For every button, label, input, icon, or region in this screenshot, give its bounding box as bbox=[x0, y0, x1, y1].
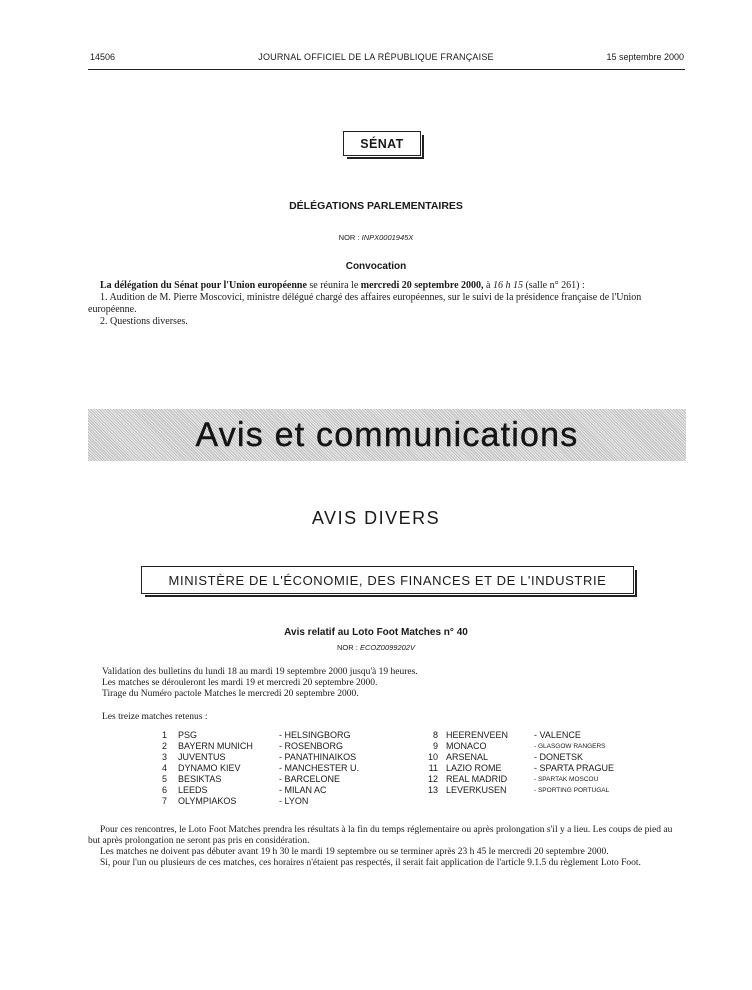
footer-paragraph: Pour ces rencontres, le Loto Foot Matches prendra les résultats à la fin du temps réglementaire ou après prolongation s'il y a lieu. Les coups de pied au but après prolongation ne seront pas pris en considération. bbox=[88, 825, 673, 846]
validation-line: Validation des bulletins du lundi 18 au mardi 19 septembre 2000 jusqu'à 19 heures. bbox=[102, 667, 418, 677]
match-number: 12 bbox=[427, 774, 438, 784]
match-row bbox=[0, 752, 752, 763]
validation-line: Tirage du Numéro pactole Matches le mercredi 20 septembre 2000. bbox=[102, 689, 359, 699]
footer-paragraph: Les matches ne doivent pas débuter avant 19 h 30 le mardi 19 septembre ou se terminer après 23 h 45 le mercredi 20 septembre 2000. bbox=[100, 847, 609, 857]
senat-title: SÉNAT bbox=[360, 136, 404, 151]
match-number: 2 bbox=[161, 741, 167, 751]
away-team: - ROSENBORG bbox=[279, 741, 344, 751]
nor-label: NOR : bbox=[338, 233, 360, 242]
away-team: - DONETSK bbox=[534, 752, 584, 762]
intro-room: (salle n° 261) : bbox=[522, 280, 585, 291]
away-team: - GLASGOW RANGERS bbox=[534, 743, 606, 750]
banner-title: Avis et communications bbox=[195, 415, 579, 454]
away-team: - SPARTA PRAGUE bbox=[534, 763, 615, 773]
match-row bbox=[0, 785, 752, 796]
footer-paragraph: Si, pour l'un ou plusieurs de ces matches, ces horaires n'étaient pas respectés, il serait fait application de l'article 9.1.5 du règlement Loto Foot. bbox=[100, 858, 641, 868]
intro-text: se réunira le bbox=[306, 280, 361, 291]
nor-code: ECOZ0099202V bbox=[359, 643, 415, 652]
home-team: LAZIO ROME bbox=[446, 763, 502, 773]
match-number: 13 bbox=[427, 785, 438, 795]
ministry-heading-box bbox=[141, 566, 634, 594]
match-number: 8 bbox=[432, 730, 438, 740]
home-team: MONACO bbox=[446, 741, 487, 751]
away-team: - LYON bbox=[279, 796, 309, 806]
agenda-item-1: 1. Audition de M. Pierre Moscovici, ministre délégué chargé des affaires européennes, sur le suivi de la présidence française de l'Union européenne. bbox=[88, 292, 642, 315]
match-row bbox=[0, 763, 752, 774]
away-team: - VALENCE bbox=[534, 730, 581, 740]
away-team: - SPARTAK MOSCOU bbox=[534, 776, 599, 783]
issue-date: 15 septembre 2000 bbox=[606, 52, 684, 62]
away-team: - MILAN AC bbox=[279, 785, 327, 795]
senat-heading-box bbox=[343, 131, 421, 156]
match-number: 9 bbox=[432, 741, 438, 751]
home-team: OLYMPIAKOS bbox=[178, 796, 237, 806]
validation-line: Les matches se dérouleront les mardi 19 et mercredi 20 septembre 2000. bbox=[102, 678, 378, 688]
intro-at: à bbox=[483, 280, 493, 291]
match-number: 5 bbox=[161, 774, 167, 784]
match-row bbox=[0, 741, 752, 752]
home-team: REAL MADRID bbox=[446, 774, 508, 784]
intro-subject: La délégation du Sénat pour l'Union européenne bbox=[100, 280, 307, 291]
match-number: 11 bbox=[428, 763, 438, 773]
home-team: JUVENTUS bbox=[178, 752, 226, 762]
match-number: 1 bbox=[161, 730, 167, 740]
avis-divers-title: AVIS DIVERS bbox=[311, 508, 441, 528]
ministry-title: MINISTÈRE DE L'ÉCONOMIE, DES FINANCES ET DE L'INDUSTRIE bbox=[168, 572, 607, 588]
footer-text bbox=[88, 825, 686, 869]
match-number: 3 bbox=[161, 752, 167, 762]
nor-label: NOR : bbox=[337, 643, 358, 652]
home-team: LEVERKUSEN bbox=[446, 785, 507, 795]
away-team: - BARCELONE bbox=[279, 774, 341, 784]
match-number: 10 bbox=[427, 752, 438, 762]
convocation-title: Convocation bbox=[345, 261, 407, 272]
away-team: - MANCHESTER U. bbox=[279, 763, 360, 773]
match-row bbox=[0, 730, 752, 741]
header-rule bbox=[88, 69, 685, 70]
match-number: 6 bbox=[161, 785, 167, 795]
home-team: DYNAMO KIEV bbox=[178, 763, 241, 773]
notice-title: Avis relatif au Loto Foot Matches n° 40 bbox=[284, 627, 468, 638]
nor-code: INPX0001945X bbox=[361, 233, 414, 242]
home-team: ARSENAL bbox=[446, 752, 489, 762]
home-team: BESIKTAS bbox=[178, 774, 222, 784]
page-number: 14506 bbox=[90, 52, 116, 62]
home-team: HEERENVEEN bbox=[446, 730, 509, 740]
section-banner bbox=[88, 409, 686, 461]
validation-text bbox=[102, 667, 692, 700]
delegations-title: DÉLÉGATIONS PARLEMENTAIRES bbox=[289, 200, 463, 212]
match-row bbox=[0, 796, 752, 807]
nor-reference-notice bbox=[0, 643, 752, 652]
intro-time: 16 h 15 bbox=[492, 280, 523, 291]
home-team: LEEDS bbox=[178, 785, 208, 795]
agenda-item-2: 2. Questions diverses. bbox=[100, 316, 188, 327]
nor-reference-senat bbox=[0, 233, 752, 242]
away-team: - HELSINGBORG bbox=[279, 730, 351, 740]
home-team: PSG bbox=[178, 730, 198, 740]
away-team: - PANATHINAIKOS bbox=[279, 752, 357, 762]
retenus-label: Les treize matches retenus : bbox=[102, 712, 208, 722]
match-number: 7 bbox=[161, 796, 167, 806]
journal-title: JOURNAL OFFICIEL DE LA RÉPUBLIQUE FRANÇAISE bbox=[258, 52, 494, 62]
match-number: 4 bbox=[161, 763, 167, 773]
away-team: - SPORTING PORTUGAL bbox=[534, 787, 610, 794]
convocation-intro bbox=[88, 280, 686, 292]
match-row bbox=[0, 774, 752, 785]
home-team: BAYERN MUNICH bbox=[178, 741, 253, 751]
intro-date: mercredi 20 septembre 2000, bbox=[360, 280, 484, 291]
